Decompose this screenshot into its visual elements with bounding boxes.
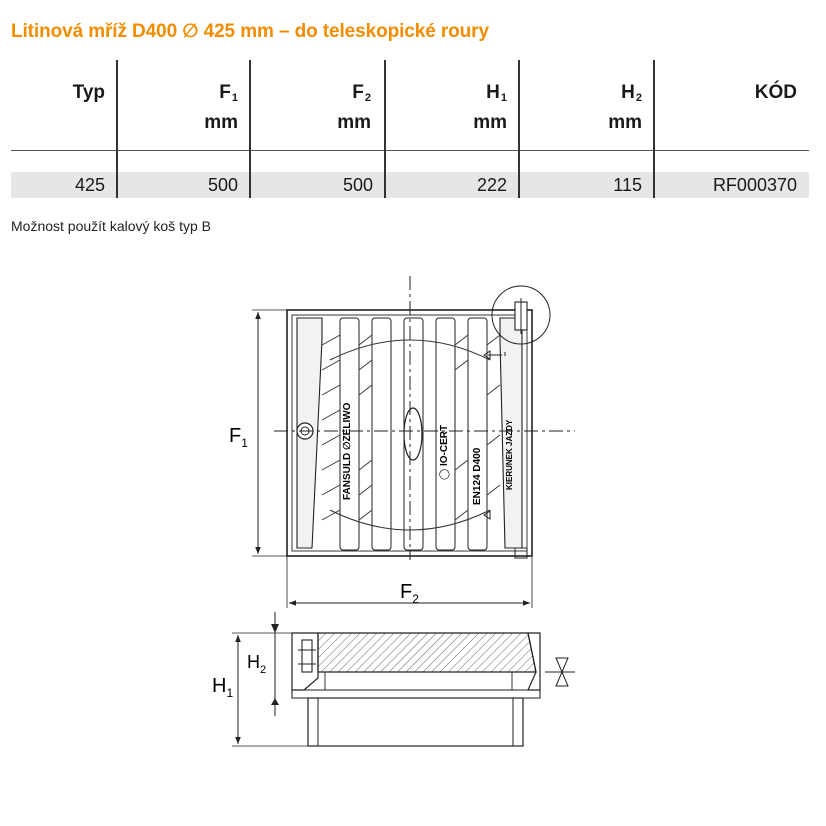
header-h2-unit: mm — [608, 112, 642, 133]
grate-text-right: KIERUNEK JAZDY — [505, 419, 514, 490]
header-f2-unit: mm — [337, 112, 371, 133]
header-h1-unit: mm — [473, 112, 507, 133]
header-h1-sub: 1 — [500, 92, 507, 104]
header-f1-label: F — [219, 82, 231, 103]
header-h2-label: H — [621, 82, 635, 103]
dimension-h1-label: $H_1$ — [212, 675, 234, 700]
cell-typ: 425 — [74, 175, 105, 195]
section-bolt-icon — [302, 640, 312, 672]
header-kod-label: KÓD — [754, 82, 797, 103]
section-view — [212, 612, 575, 746]
grate-text-center-right: EN124 D400 — [472, 447, 483, 505]
cell-f1: 500 — [207, 175, 238, 195]
header-typ-label: Typ — [72, 82, 105, 103]
grate-text-center: ◯ IO-CERT — [439, 424, 450, 480]
header-f2-sub: 2 — [364, 92, 371, 104]
center-emblem-icon — [404, 408, 422, 460]
top-view — [229, 276, 575, 608]
cell-f2: 500 — [342, 175, 373, 195]
note-text: Možnost použít kalový koš typ B — [11, 218, 211, 234]
dimension-f1-label: $F_1$ — [229, 425, 248, 450]
section-grate — [318, 633, 536, 672]
cell-kod: RF000370 — [712, 175, 797, 195]
header-h1-label: H — [486, 82, 500, 103]
page-title: Litinová mříž D400 ∅ 425 mm – do teleskopické roury — [11, 21, 489, 42]
grate-text-left: FANSULD ∅ZELIWO — [342, 402, 353, 500]
dimension-f2-label: $F_2$ — [400, 581, 419, 606]
dimension-h2-label: $H_2$ — [247, 652, 267, 676]
cell-h2: 115 — [613, 175, 642, 195]
header-h2-sub: 2 — [635, 92, 642, 104]
header-f2-label: F — [352, 82, 364, 103]
cell-h1: 222 — [476, 175, 507, 195]
section-pipe — [308, 698, 523, 746]
header-f1-sub: 1 — [231, 92, 238, 104]
header-f1-unit: mm — [204, 112, 238, 133]
